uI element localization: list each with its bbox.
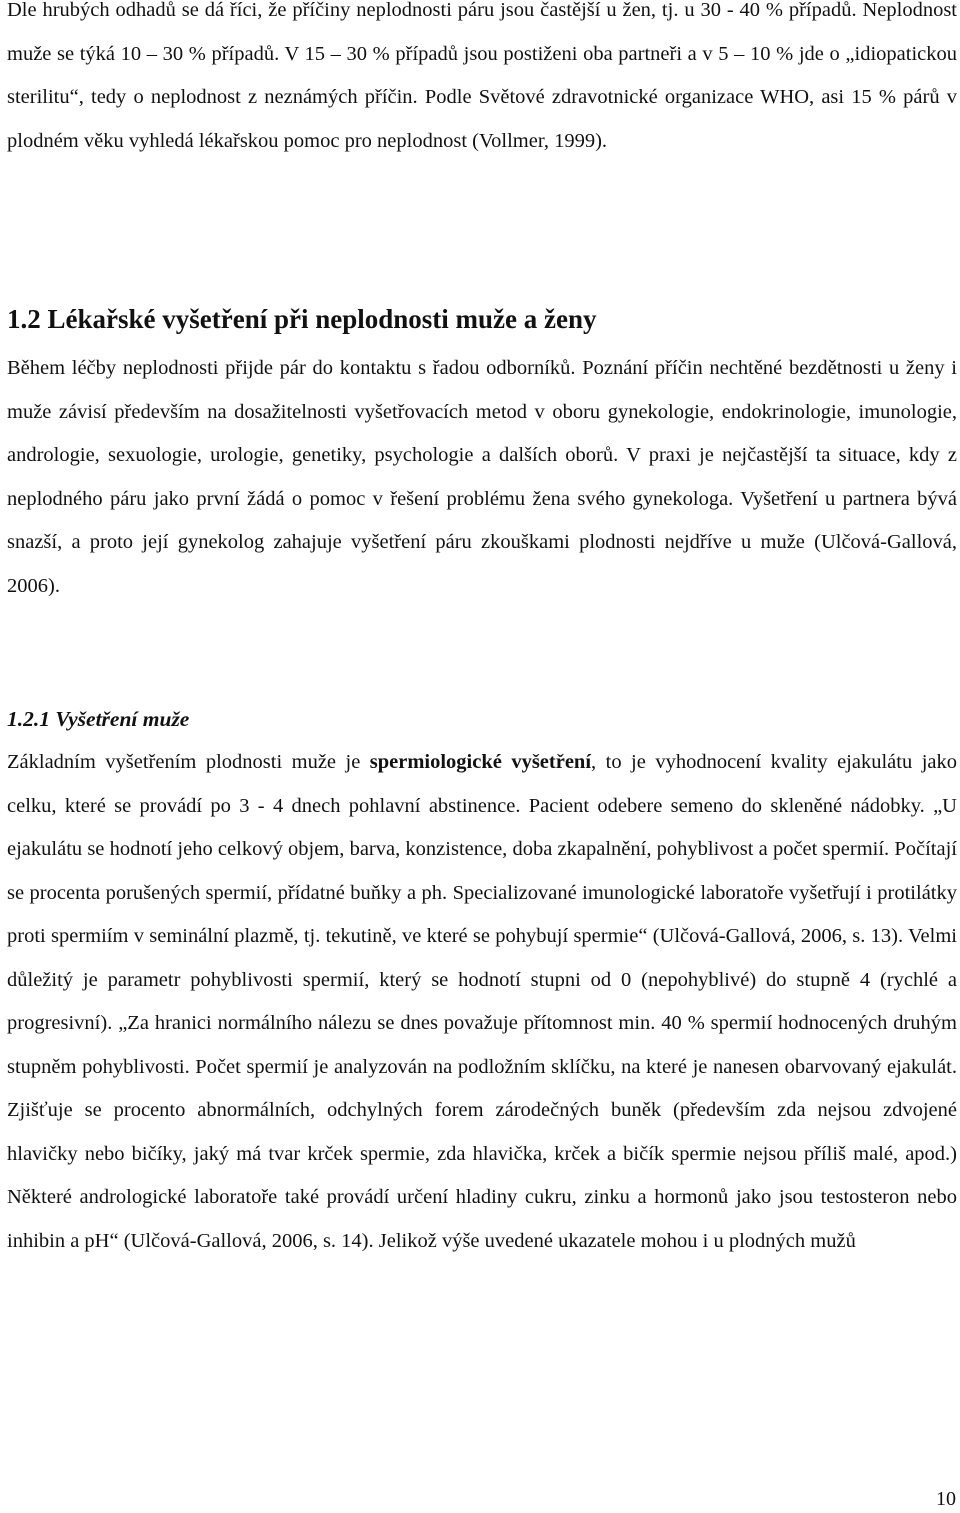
section-1-2-1-block — [7, 741, 957, 1263]
page-number: 10 — [936, 1488, 956, 1510]
section-heading-1-2-1: 1.2.1 Vyšetření muže — [7, 707, 190, 731]
section-1-2-1-paragraph — [7, 741, 957, 1263]
section-1-2-block — [7, 347, 957, 608]
intro-paragraph: Dle hrubých odhadů se dá říci, že příčiny neplodnosti páru jsou častější u žen, tj. u 30 - 40 % případů. Neplodnost muže se týká 10 – 30 % případů. V 15 – 30 % případů jsou postiženi oba partneři a v 5 – 10 % jde o „idiopatickou sterilitu“, tedy o neplodnost z neznámých příčin. Podle Světové zdravotnické organizace WHO, asi 15 % párů v plodném věku vyhledá lékařskou pomoc pro neplodnost (Vollmer, 1999). — [7, 0, 957, 152]
paragraph-text-after: , to je vyhodnocení kvality ejakulátu jako celku, které se provádí po 3 - 4 dnech pohlavní abstinence. Pacient odebere semeno do skleněné nádobky. „U ejakulátu se hodnotí jeho celkový objem, barva, konzistence, doba zkapalnění, pohyblivost a počet spermií. Počítají se procenta porušených spermií, přídatné buňky a ph. Specializované imunologické laboratoře vyšetřují i protilátky proti spermiím v seminální plazmě, tj. tekutině, ve které se pohybují spermie“ (Ulčová-Gallová, 2006, s. 13). Velmi důležitý je parametr pohyblivosti spermií, který se hodnotí stupni od 0 (nepohyblivé) do stupně 4 (rychlé a progresivní). „Za hranici normálního nálezu se dnes považuje přítomnost min. 40 % spermií hodnocených druhým stupněm pohyblivosti. Počet spermií je analyzován na podložním sklíčku, na které je nanesen obarvovaný ejakulát. Zjišťuje se procento abnormálních, odchylných forem zárodečných buněk (především zda nejsou zdvojené hlavičky nebo bičíky, jaký má tvar krček spermie, zda hlavička, krček a bičík spermie nejsou příliš malé, apod.) Některé andrologické laboratoře také provádí určení hladiny cukru, zinku a hormonů jako jsou testosteron nebo inhibin a pH“ (Ulčová-Gallová, 2006, s. 14). Jelikož výše uvedené ukazatele mohou i u plodných mužů — [7, 751, 957, 1252]
paragraph-text-before: Základním vyšetřením plodnosti muže je — [7, 751, 370, 773]
section-1-2-paragraph: Během léčby neplodnosti přijde pár do kontaktu s řadou odborníků. Poznání příčin nechtěné bezdětnosti u ženy i muže závisí především na dosažitelnosti vyšetřovacích metod v oboru gynekologie, endokrinologie, imunologie, andrologie, sexuologie, urologie, genetiky, psychologie a dalších oborů. V praxi je nejčastější ta situace, kdy z neplodného páru jako první žádá o pomoc v řešení problému žena svého gynekologa. Vyšetření u partnera bývá snazší, a proto její gynekolog zahajuje vyšetření páru zkouškami plodnosti nejdříve u muže (Ulčová-Gallová, 2006). — [7, 357, 957, 597]
emphasized-term: spermiologické vyšetření — [369, 751, 592, 773]
intro-block — [7, 0, 957, 163]
section-heading-1-2: 1.2 Lékařské vyšetření při neplodnosti muže a ženy — [7, 304, 597, 334]
